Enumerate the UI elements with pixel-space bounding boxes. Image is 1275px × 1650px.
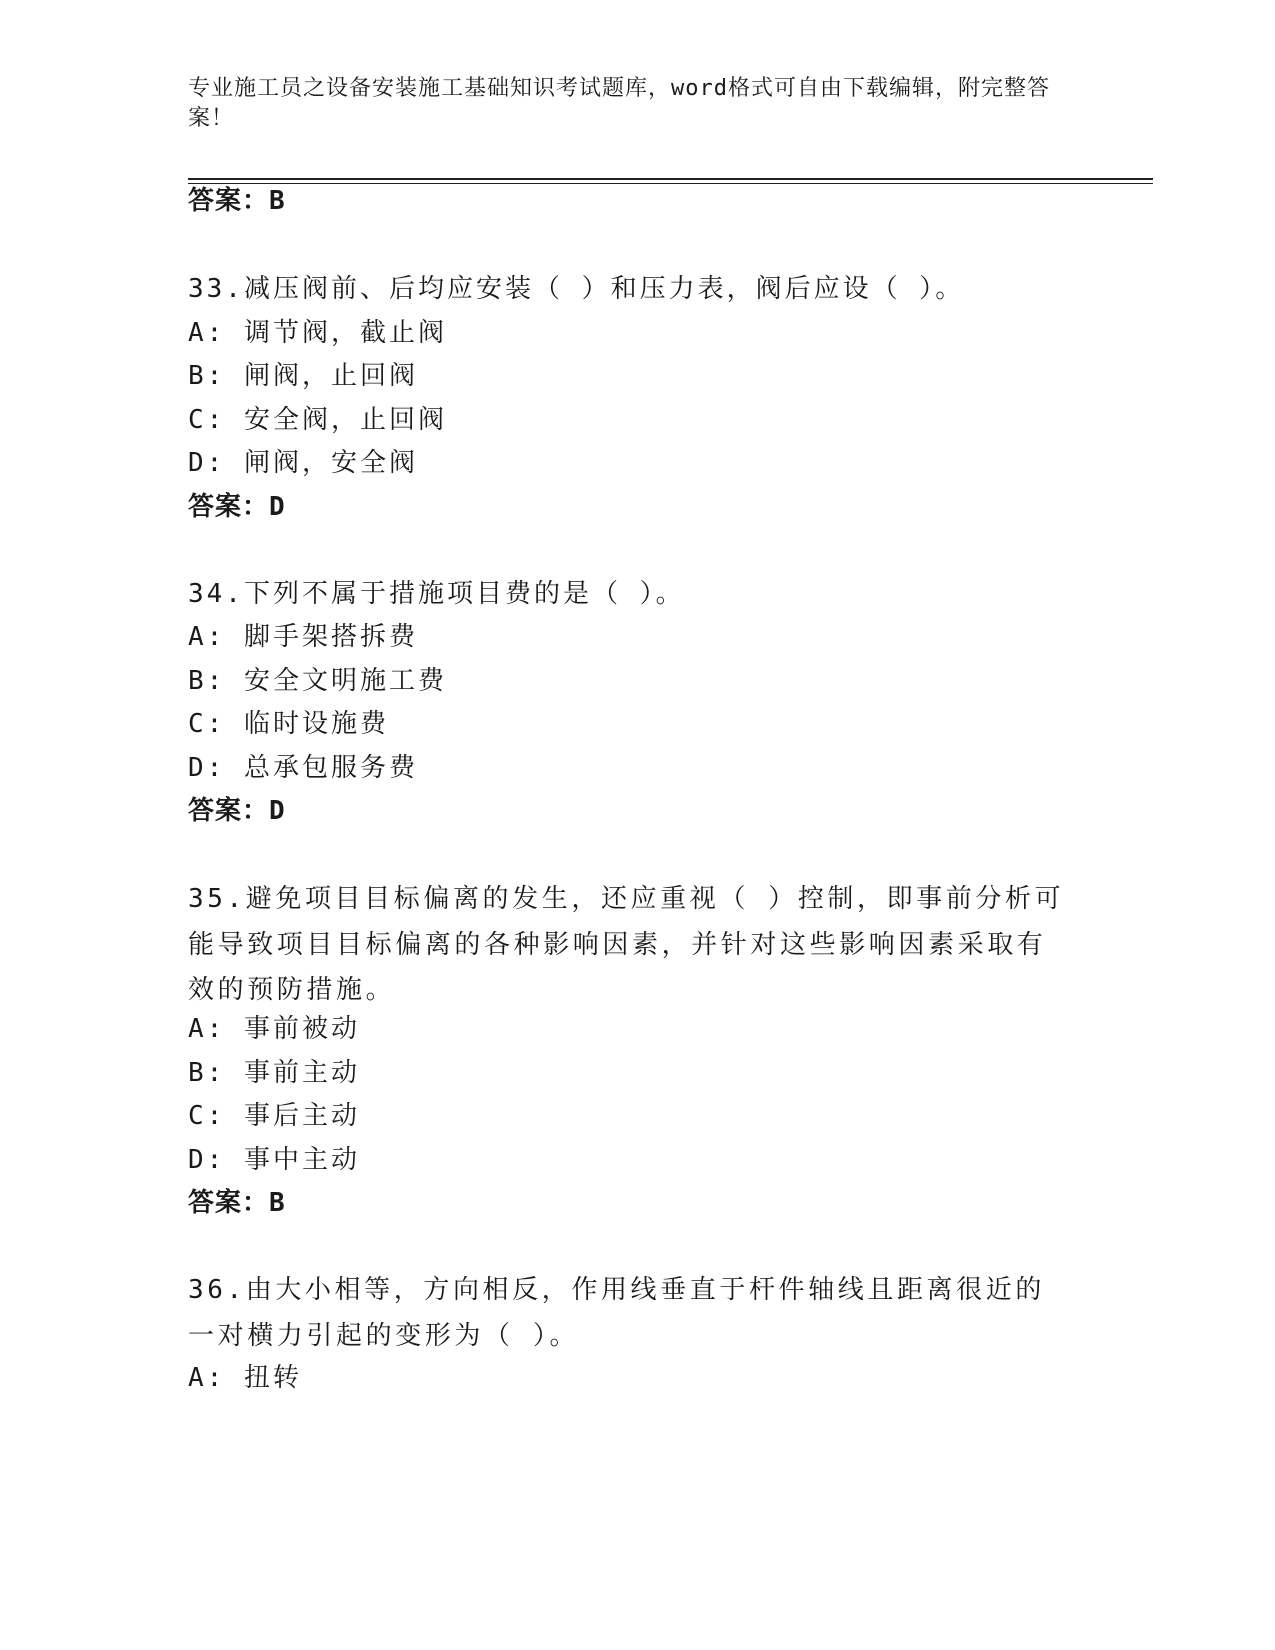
question-34-stem: 34.下列不属于措施项目费的是（ ）。: [188, 579, 685, 609]
question-34-option-a: A: 脚手架搭拆费: [188, 622, 418, 652]
question-35-option-c: C: 事后主动: [188, 1101, 360, 1131]
question-33-option-d: D: 闸阀，安全阀: [188, 448, 418, 478]
question-33-option-c: C: 安全阀，止回阀: [188, 405, 447, 435]
answer-34: 答案：D: [188, 796, 286, 826]
question-34-option-d: D: 总承包服务费: [188, 753, 418, 783]
header-divider: [188, 178, 1153, 180]
question-34-option-c: C: 临时设施费: [188, 709, 389, 739]
question-35-option-d: D: 事中主动: [188, 1145, 360, 1175]
question-35-option-b: B: 事前主动: [188, 1058, 360, 1088]
question-33-option-a: A: 调节阀，截止阀: [188, 318, 447, 348]
question-34-option-b: B: 安全文明施工费: [188, 666, 447, 696]
question-35-option-a: A: 事前被动: [188, 1014, 360, 1044]
answer-33: 答案：D: [188, 492, 286, 522]
question-35-stem: 35.避免项目目标偏离的发生，还应重视（ ）控制，即事前分析可能导致项目目标偏离的各种影响因素，并针对这些影响因素采取有效的预防措施。: [188, 884, 1065, 1005]
question-33-option-b: B: 闸阀，止回阀: [188, 361, 418, 391]
question-36-stem: 36.由大小相等，方向相反，作用线垂直于杆件轴线且距离很近的一对横力引起的变形为（ ）。: [188, 1275, 1045, 1351]
header-divider-thin: [188, 183, 1153, 184]
document-header: 专业施工员之设备安装施工基础知识考试题库，word格式可自由下载编辑，附完整答案！: [188, 76, 1050, 131]
question-33-stem: 33.减压阀前、后均应安装（ ）和压力表，阀后应设（ ）。: [188, 274, 965, 304]
answer-35: 答案：B: [188, 1188, 286, 1218]
answer-32: 答案：B: [188, 186, 286, 216]
question-36-option-a: A: 扭转: [188, 1363, 302, 1393]
